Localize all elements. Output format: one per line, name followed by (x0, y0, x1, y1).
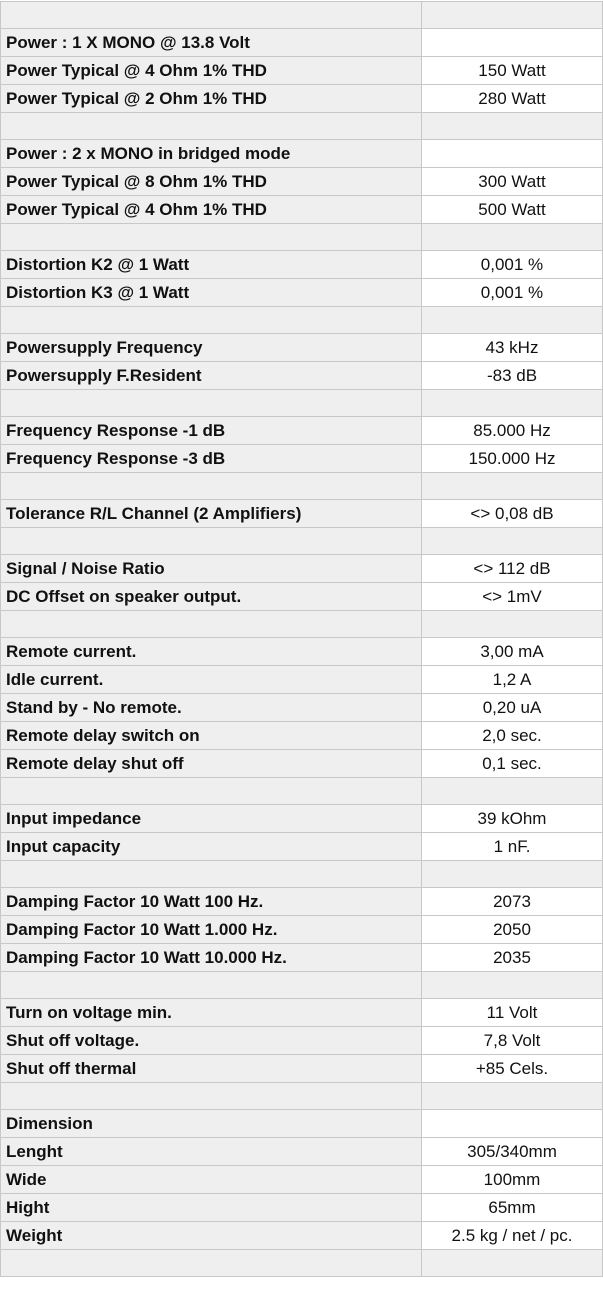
spec-row (1, 583, 603, 611)
spec-value (422, 1110, 603, 1138)
spacer-row (1, 861, 603, 888)
spacer-cell (1, 113, 422, 140)
section-header-row (1, 29, 603, 57)
spec-value: 0,20 uA (422, 694, 603, 722)
spacer-cell (1, 2, 422, 29)
spec-row (1, 722, 603, 750)
spacer-row (1, 2, 603, 29)
spacer-cell (1, 611, 422, 638)
spec-label: Input capacity (1, 833, 422, 861)
spec-row (1, 1222, 603, 1250)
spec-label: Power : 2 x MONO in bridged mode (1, 140, 422, 168)
spec-row (1, 916, 603, 944)
spec-value: <> 0,08 dB (422, 500, 603, 528)
spec-value: 150.000 Hz (422, 445, 603, 473)
spec-label: Stand by - No remote. (1, 694, 422, 722)
spec-value: 11 Volt (422, 999, 603, 1027)
spec-label: Damping Factor 10 Watt 100 Hz. (1, 888, 422, 916)
spec-label: Damping Factor 10 Watt 10.000 Hz. (1, 944, 422, 972)
spacer-row (1, 307, 603, 334)
spec-value: 3,00 mA (422, 638, 603, 666)
spec-label: Wide (1, 1166, 422, 1194)
spec-label: Power : 1 X MONO @ 13.8 Volt (1, 29, 422, 57)
spacer-cell (1, 778, 422, 805)
spec-value: 43 kHz (422, 334, 603, 362)
spacer-cell (422, 1083, 603, 1110)
spec-label: Input impedance (1, 805, 422, 833)
spacer-row (1, 611, 603, 638)
spec-label: Power Typical @ 2 Ohm 1% THD (1, 85, 422, 113)
spacer-cell (422, 778, 603, 805)
spec-value: 1,2 A (422, 666, 603, 694)
spec-value: 1 nF. (422, 833, 603, 861)
spec-row (1, 334, 603, 362)
spec-row (1, 555, 603, 583)
spacer-cell (422, 611, 603, 638)
spacer-cell (1, 528, 422, 555)
spec-row (1, 999, 603, 1027)
spec-value: 305/340mm (422, 1138, 603, 1166)
spacer-row (1, 113, 603, 140)
spec-value: 2073 (422, 888, 603, 916)
spec-value: 65mm (422, 1194, 603, 1222)
spacer-cell (422, 473, 603, 500)
spacer-cell (1, 861, 422, 888)
spec-value: 7,8 Volt (422, 1027, 603, 1055)
spec-value (422, 140, 603, 168)
spec-value: 300 Watt (422, 168, 603, 196)
spacer-cell (422, 307, 603, 334)
spec-label: Shut off voltage. (1, 1027, 422, 1055)
spec-label: Distortion K3 @ 1 Watt (1, 279, 422, 307)
spec-label: DC Offset on speaker output. (1, 583, 422, 611)
spec-value: 0,001 % (422, 251, 603, 279)
spacer-cell (422, 972, 603, 999)
spacer-row (1, 528, 603, 555)
spec-label: Frequency Response -1 dB (1, 417, 422, 445)
spec-label: Remote current. (1, 638, 422, 666)
spec-value: 2.5 kg / net / pc. (422, 1222, 603, 1250)
spec-row (1, 168, 603, 196)
spec-row (1, 694, 603, 722)
section-header-row (1, 140, 603, 168)
spec-row (1, 196, 603, 224)
spec-row (1, 1027, 603, 1055)
spacer-cell (1, 224, 422, 251)
spec-value: 85.000 Hz (422, 417, 603, 445)
spec-row (1, 638, 603, 666)
spec-row (1, 85, 603, 113)
spacer-cell (422, 2, 603, 29)
spec-label: Weight (1, 1222, 422, 1250)
spec-row (1, 944, 603, 972)
spacer-row (1, 390, 603, 417)
spec-label: Idle current. (1, 666, 422, 694)
spec-label: Dimension (1, 1110, 422, 1138)
spec-row (1, 888, 603, 916)
spec-label: Powersupply Frequency (1, 334, 422, 362)
spacer-row (1, 778, 603, 805)
spacer-cell (422, 390, 603, 417)
section-header-row (1, 1110, 603, 1138)
spec-label: Signal / Noise Ratio (1, 555, 422, 583)
spec-value: 150 Watt (422, 57, 603, 85)
spec-row (1, 1055, 603, 1083)
spec-value: 2050 (422, 916, 603, 944)
spec-row (1, 57, 603, 85)
spec-label: Remote delay shut off (1, 750, 422, 778)
spacer-cell (422, 861, 603, 888)
spec-value: 100mm (422, 1166, 603, 1194)
spec-row (1, 833, 603, 861)
spec-row (1, 666, 603, 694)
spacer-cell (1, 390, 422, 417)
spec-row (1, 417, 603, 445)
spec-value (422, 29, 603, 57)
spacer-row (1, 224, 603, 251)
spacer-cell (1, 473, 422, 500)
spec-label: Power Typical @ 4 Ohm 1% THD (1, 57, 422, 85)
spec-table-body (1, 2, 603, 1277)
spacer-cell (422, 528, 603, 555)
spec-row (1, 750, 603, 778)
spec-label: Powersupply F.Resident (1, 362, 422, 390)
spec-value: 280 Watt (422, 85, 603, 113)
spec-label: Tolerance R/L Channel (2 Amplifiers) (1, 500, 422, 528)
spec-label: Remote delay switch on (1, 722, 422, 750)
spacer-cell (1, 972, 422, 999)
spacer-cell (1, 307, 422, 334)
spec-label: Frequency Response -3 dB (1, 445, 422, 473)
spec-label: Damping Factor 10 Watt 1.000 Hz. (1, 916, 422, 944)
spec-label: Distortion K2 @ 1 Watt (1, 251, 422, 279)
spacer-cell (1, 1250, 422, 1277)
spec-row (1, 362, 603, 390)
spec-row (1, 500, 603, 528)
spec-value: 39 kOhm (422, 805, 603, 833)
spec-label: Shut off thermal (1, 1055, 422, 1083)
spacer-row (1, 1250, 603, 1277)
spec-value: 0,001 % (422, 279, 603, 307)
spec-row (1, 1138, 603, 1166)
spec-row (1, 1166, 603, 1194)
spacer-row (1, 473, 603, 500)
spec-row (1, 445, 603, 473)
spec-value: <> 112 dB (422, 555, 603, 583)
spacer-row (1, 1083, 603, 1110)
spec-row (1, 1194, 603, 1222)
spec-value: 2,0 sec. (422, 722, 603, 750)
spec-value: 0,1 sec. (422, 750, 603, 778)
spec-value: 500 Watt (422, 196, 603, 224)
spec-value: -83 dB (422, 362, 603, 390)
spec-value: 2035 (422, 944, 603, 972)
spec-label: Hight (1, 1194, 422, 1222)
spacer-cell (1, 1083, 422, 1110)
spec-value: <> 1mV (422, 583, 603, 611)
spec-label: Turn on voltage min. (1, 999, 422, 1027)
spec-row (1, 251, 603, 279)
spacer-row (1, 972, 603, 999)
spacer-cell (422, 1250, 603, 1277)
spec-value: +85 Cels. (422, 1055, 603, 1083)
spec-row (1, 279, 603, 307)
spacer-cell (422, 113, 603, 140)
spacer-cell (422, 224, 603, 251)
spec-row (1, 805, 603, 833)
spec-label: Power Typical @ 8 Ohm 1% THD (1, 168, 422, 196)
spec-table (0, 1, 603, 1277)
spec-label: Lenght (1, 1138, 422, 1166)
spec-label: Power Typical @ 4 Ohm 1% THD (1, 196, 422, 224)
